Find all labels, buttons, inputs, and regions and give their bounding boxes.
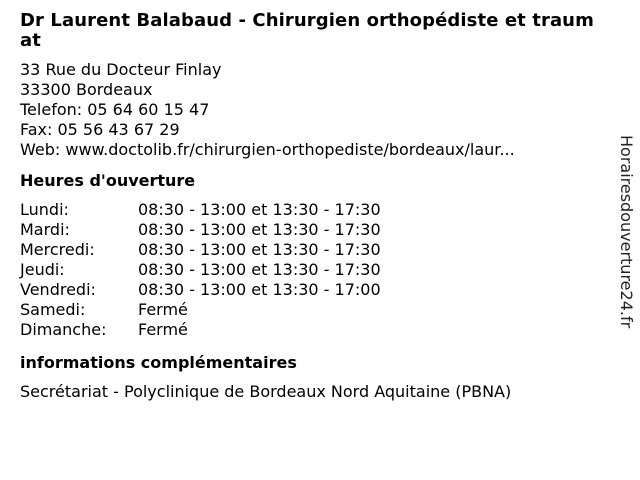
opening-hours-heading: Heures d'ouverture: [20, 171, 196, 190]
business-card: [20, 11, 600, 402]
site-watermark: Horairesdouverture24.fr: [617, 135, 636, 329]
address-city: 33300 Bordeaux: [20, 80, 153, 99]
hours-value: Fermé: [138, 300, 188, 319]
phone-text: Telefon: 05 64 60 15 47: [20, 100, 210, 119]
hours-row-wednesday: [20, 240, 600, 260]
hours-value: 08:30 - 13:00 et 13:30 - 17:30: [138, 240, 381, 259]
day-label: Jeudi:: [20, 260, 65, 279]
day-label: Lundi:: [20, 200, 69, 219]
hours-value: 08:30 - 13:00 et 13:30 - 17:30: [138, 200, 381, 219]
hours-row-monday: [20, 200, 600, 220]
hours-value: 08:30 - 13:00 et 13:30 - 17:00: [138, 280, 381, 299]
opening-hours-list: [20, 200, 600, 340]
fax-text: Fax: 05 56 43 67 29: [20, 120, 180, 139]
hours-value: 08:30 - 13:00 et 13:30 - 17:30: [138, 220, 381, 239]
day-label: Dimanche:: [20, 320, 107, 339]
web-text: Web: www.doctolib.fr/chirurgien-orthopediste/bordeaux/laur...: [20, 140, 515, 159]
additional-info-text: Secrétariat - Polyclinique de Bordeaux Nord Aquitaine (PBNA): [20, 382, 512, 401]
hours-row-sunday: [20, 320, 600, 340]
hours-row-friday: [20, 280, 600, 300]
day-label: Vendredi:: [20, 280, 96, 299]
address-street: 33 Rue du Docteur Finlay: [20, 60, 222, 79]
business-name: Dr Laurent Balabaud - Chirurgien orthopédiste et traumat: [20, 10, 594, 51]
day-label: Samedi:: [20, 300, 86, 319]
address-block: [20, 60, 600, 160]
hours-row-tuesday: [20, 220, 600, 240]
hours-row-thursday: [20, 260, 600, 280]
day-label: Mardi:: [20, 220, 70, 239]
additional-info-heading: informations complémentaires: [20, 353, 297, 372]
hours-value: Fermé: [138, 320, 188, 339]
hours-row-saturday: [20, 300, 600, 320]
day-label: Mercredi:: [20, 240, 95, 259]
hours-value: 08:30 - 13:00 et 13:30 - 17:30: [138, 260, 381, 279]
